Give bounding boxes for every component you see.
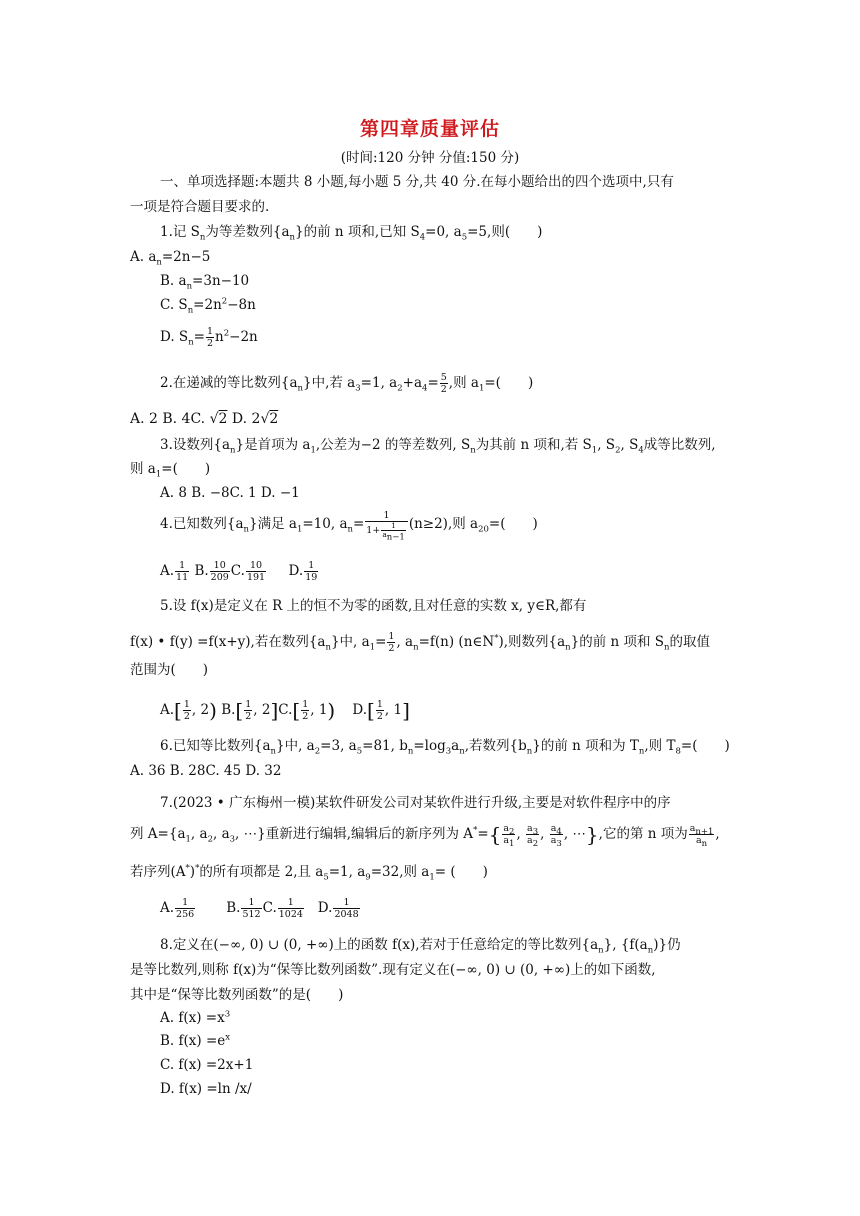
section-intro-line1: 一、单项选择题:本题共 8 小题,每小题 5 分,共 40 分.在每小题给出的四个选项中,只有: [160, 174, 674, 190]
question-1-option-a: A. $a_n=2n-5$: [130, 249, 211, 268]
question-6-stem: 6.已知等比数列$\{a_n\}$中, $a_2=3$, $a_5=81$, $b_n=\log_3a_n$,若数列$\{b_n\}$的前 n 项和为 $T_n$,则 $T_8=$( ): [160, 738, 730, 757]
question-2-options: A. 2 B. 4C. √2 D. 2√2: [130, 411, 279, 427]
question-1-option-b: B. $a_n=3n-10$: [160, 273, 250, 292]
question-5-line3: 范围为( ): [130, 662, 209, 678]
question-8-line1: 8.定义在(−∞, 0) ∪ (0, +∞)上的函数 f(x),若对于任意给定的等比数列$\{a_n\}$, $\{f(a_n)\}$仍: [160, 937, 681, 956]
section-intro-line2: 一项是符合题目要求的.: [130, 199, 270, 215]
question-4-options: A. $\frac{1}{11}$ B. $\frac{10}{209}$ C. $\frac{10}{191}$ D. $\frac{1}{19}$: [160, 560, 318, 583]
question-1-option-c: C. $S_n=2n^2-8n$: [160, 296, 256, 316]
question-8-option-c: C. f(x) =2x+1: [160, 1057, 254, 1073]
question-8-line2: 是等比数列,则称 f(x)为“保等比数列函数”.现有定义在(−∞, 0) ∪ (0, +∞)上的如下函数,: [130, 962, 656, 978]
question-3-line2: 则 $a_1=$( ): [130, 461, 211, 480]
question-1-stem: 1.记 $S_n$为等差数列$\{a_n\}$的前 n 项和,已知 $S_4=0$, $a_5=5$,则( ): [160, 224, 543, 243]
question-1-option-d: D. $S_n=$ $\frac{1}{2}$ $n^2-2n$: [160, 326, 258, 349]
question-8-option-a: A. $f(x) =x^3$: [160, 1009, 231, 1026]
question-8-option-b: B. $f(x) =e^x$: [160, 1032, 231, 1049]
time-score-info: (时间:120 分钟 分值:150 分): [340, 150, 520, 166]
question-2-stem: 2.在递减的等比数列$\{a_n\}$中,若 $a_3=1$, $a_2+a_4=$ $\frac{5}{2}$ ,则 $a_1=$( ): [160, 372, 534, 395]
question-7-options: A. $\frac{1}{256}$ B. $\frac{1}{512}$ C. $\frac{1}{1024}$ D. $\frac{1}{2048}$: [160, 897, 359, 920]
question-3-line1: 3.设数列$\{a_n\}$是首项为 $a_1$,公差为−2 的等差数列, $S_n$为其前 n 项和,若 $S_1$, $S_2$, $S_4$成等比数列,: [160, 437, 716, 456]
question-4-stem: 4.已知数列$\{a_n\}$满足 $a_1=10$, $a_n=$ 1 1+ $\frac{1}{a_{n-1}}$ (n≥2),则 $a_{20}=$( ): [160, 510, 538, 543]
question-5-line2: f(x) • f(y) =f(x+y),若在数列$\{a_n\}$中, $a_1=$ $\frac{1}{2}$ , $a_n=f(n)$ (n∈N*),则数列$\{a_n\}$的前 n 项和 $S_n$的取值: [130, 631, 711, 654]
page-title: 第四章质量评估: [359, 118, 500, 140]
question-6-options: A. 36 B. 28C. 45 D. 32: [130, 763, 282, 779]
question-5-line1: 5.设 f(x)是定义在 R 上的恒不为零的函数,且对任意的实数 x, y∈R,都有: [160, 598, 587, 614]
question-8-option-d: D. f(x) =ln /x/: [160, 1081, 252, 1097]
question-5-options: A.[ $\frac{1}{2}$ , 2) B.[ $\frac{1}{2}$ , 2]C.[ $\frac{1}{2}$ , 1) D.[ $\frac{1}{2}$ , 1]: [160, 698, 410, 723]
question-7-line1: 7.(2023 • 广东梅州一模)某软件研发公司对某软件进行升级,主要是对软件程序中的序: [160, 795, 671, 811]
question-8-line3: 其中是“保等比数列函数”的是( ): [130, 987, 344, 1003]
question-7-line3: 若序列(A*)*的所有项都是 2,且 $a_5=1$, $a_9=32$,则 $a_1=$ ( ): [130, 863, 488, 883]
question-3-options: A. 8 B. −8C. 1 D. −1: [160, 485, 300, 501]
question-7-line2: 列 $A=\{a_1$, $a_2$, $a_3$, ⋯}重新进行编辑,编辑后的新序列为 A*={ $\frac{a_2}{a_1}$ , $\frac{a_3}{a_2}$ , $\frac{a_4}{a_3}$ , ⋯},它的第 n 项为 $\frac{a_{n+1}}{a_n}$ ,: [130, 822, 720, 849]
